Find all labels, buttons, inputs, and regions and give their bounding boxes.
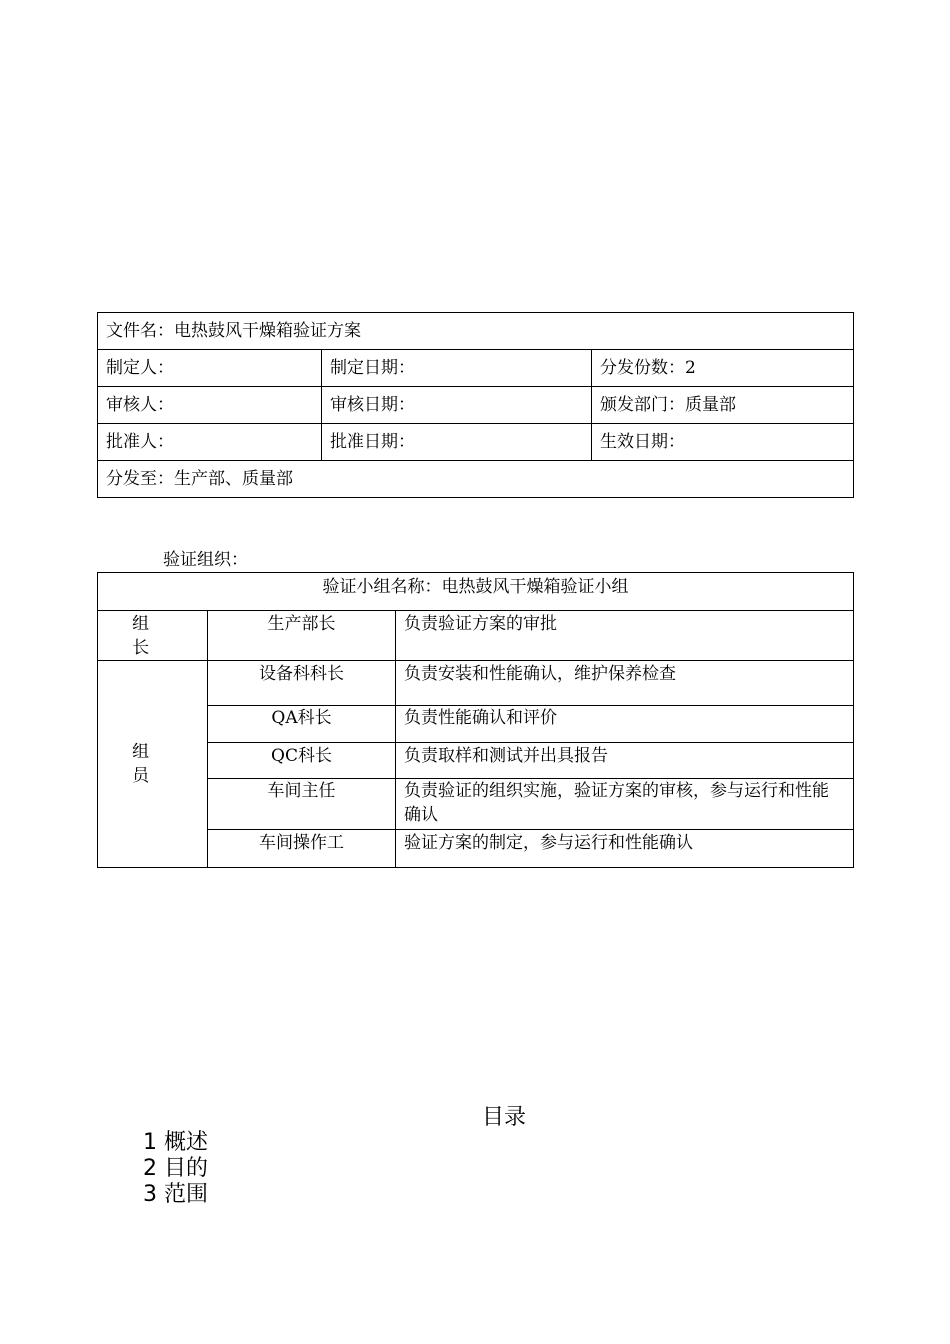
prepare-date-cell: 制定日期： [322, 350, 592, 387]
table-row [98, 461, 854, 498]
document-info-table [97, 312, 854, 498]
leader-label-cell [98, 611, 208, 661]
issuing-dept-cell: 颁发部门：质量部 [592, 387, 854, 424]
table-row [98, 424, 854, 461]
member-role-cell: 车间主任 [208, 779, 396, 830]
approver-cell: 批准人： [98, 424, 322, 461]
approve-date-cell: 批准日期： [322, 424, 592, 461]
leader-label: 组 长 [132, 614, 173, 658]
member-duty-cell: 负责性能确认和评价 [396, 706, 854, 743]
toc-item: 2 目的 [143, 1156, 208, 1181]
effective-date-cell: 生效日期： [592, 424, 854, 461]
review-date-cell: 审核日期： [322, 387, 592, 424]
filename-cell: 文件名：电热鼓风干燥箱验证方案 [98, 313, 854, 350]
table-row [98, 350, 854, 387]
member-duty-cell: 负责取样和测试并出具报告 [396, 743, 854, 779]
member-role-cell: QC科长 [208, 743, 396, 779]
toc-item: 1 概述 [143, 1130, 208, 1155]
table-row [98, 830, 854, 868]
preparer-cell: 制定人： [98, 350, 322, 387]
member-role-cell: QA科长 [208, 706, 396, 743]
member-duty-cell: 验证方案的制定，参与运行和性能确认 [396, 830, 854, 868]
member-label-cell [98, 661, 208, 868]
validation-org-label: 验证组织： [163, 550, 248, 570]
leader-duty-cell: 负责验证方案的审批 [396, 611, 854, 661]
distribution-cell: 分发至：生产部、质量部 [98, 461, 854, 498]
table-row [98, 573, 854, 611]
table-row [98, 706, 854, 743]
member-role-cell: 车间操作工 [208, 830, 396, 868]
validation-team-table [97, 572, 854, 868]
table-of-contents [143, 1130, 208, 1208]
reviewer-cell: 审核人： [98, 387, 322, 424]
table-row [98, 779, 854, 830]
table-row [98, 313, 854, 350]
member-duty-cell: 负责验证的组织实施，验证方案的审核，参与运行和性能确认 [396, 779, 854, 830]
toc-title: 目录 [482, 1105, 527, 1130]
table-row [98, 387, 854, 424]
table-row [98, 611, 854, 661]
leader-role-cell: 生产部长 [208, 611, 396, 661]
table-row [98, 743, 854, 779]
member-label: 组 员 [132, 742, 173, 786]
member-duty-cell: 负责安装和性能确认，维护保养检查 [396, 661, 854, 706]
team-title-cell: 验证小组名称：电热鼓风干燥箱验证小组 [98, 573, 854, 611]
copies-cell: 分发份数：2 [592, 350, 854, 387]
table-row [98, 661, 854, 706]
toc-item: 3 范围 [143, 1182, 208, 1207]
member-role-cell: 设备科科长 [208, 661, 396, 706]
